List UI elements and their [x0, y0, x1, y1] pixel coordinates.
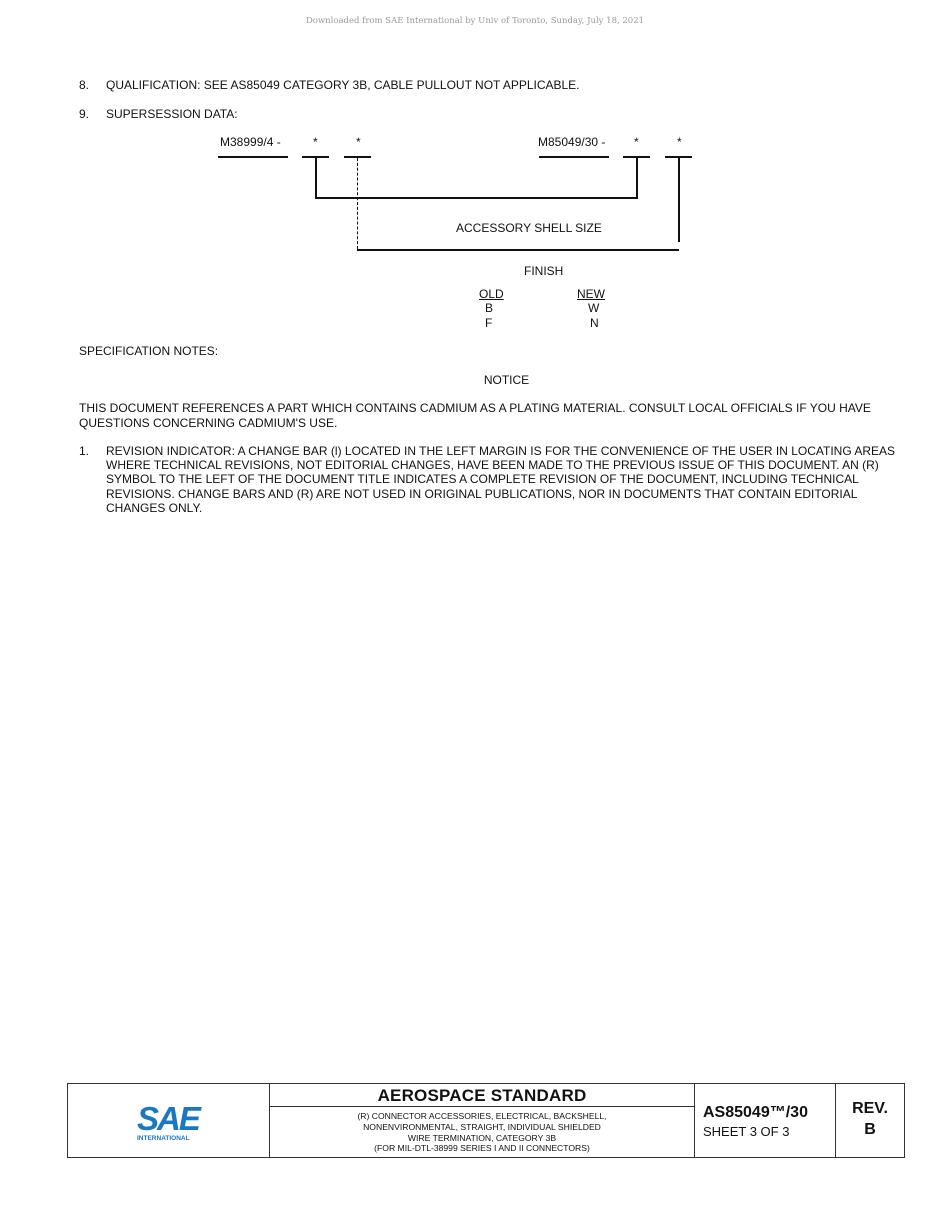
sheet-number: SHEET 3 OF 3 — [703, 1124, 790, 1139]
notice-heading: NOTICE — [483, 373, 530, 387]
old-part-prefix: M38999/4 - — [220, 135, 281, 149]
item-9-number: 9. — [79, 107, 90, 121]
title-block-logo-cell — [68, 1084, 270, 1157]
shell-size-bracket-line — [315, 197, 637, 199]
finish-old-value: B — [485, 301, 494, 315]
notice-text: THIS DOCUMENT REFERENCES A PART WHICH CONTAINS CADMIUM AS A PLATING MATERIAL. CONSULT LOCAL OFFICIALS IF YOU HAVE QUESTIONS CONCERNING CADMIUM'S USE. — [79, 401, 871, 430]
item-9-text: SUPERSESSION DATA: — [106, 107, 238, 121]
document-title — [270, 1111, 694, 1154]
title-block-document-cell — [695, 1084, 836, 1157]
title-block-revision-cell — [836, 1084, 904, 1157]
sae-international-logo — [136, 1098, 202, 1142]
item-8-number: 8. — [79, 78, 90, 92]
accessory-shell-size-label: ACCESSORY SHELL SIZE — [456, 221, 602, 235]
shell-size-right-leg — [636, 158, 638, 199]
title-block-title-cell — [270, 1084, 695, 1157]
specification-notes-heading: SPECIFICATION NOTES: — [79, 344, 219, 358]
old-prefix-underline — [218, 156, 288, 158]
note-1-text: REVISION INDICATOR: A CHANGE BAR (l) LOCATED IN THE LEFT MARGIN IS FOR THE CONVENIENCE OF THE USER IN LOCATING AREAS WHERE TECHNICAL REVISIONS, NOT EDITORIAL CHANGES, HAVE BEEN MADE TO THE PREVIOUS ISSUE OF THIS DOCUMENT. AN (R) SYMBOL TO THE LEFT OF THE DOCUMENT TITLE INDICATES A COMPLETE REVISION OF THE DOCUMENT, INCLUDING TECHNICAL REVISIONS. CHANGE BARS AND (R) ARE NOT USED IN ORIGINAL PUBLICATIONS, NOR IN DOCUMENTS THAT CONTAIN EDITORIAL CHANGES ONLY. — [106, 444, 896, 515]
item-8-text: QUALIFICATION: SEE AS85049 CATEGORY 3B, CABLE PULLOUT NOT APPLICABLE. — [106, 78, 580, 92]
shell-size-left-leg — [315, 158, 317, 199]
new-prefix-underline — [539, 156, 609, 158]
finish-old-value: F — [485, 316, 493, 330]
finish-new-value: N — [590, 316, 599, 330]
finish-bracket-line — [357, 249, 679, 251]
finish-new-value: W — [588, 301, 600, 315]
title-line: NONENVIRONMENTAL, STRAIGHT, INDIVIDUAL SHIELDED — [363, 1121, 601, 1132]
finish-header-new: NEW — [577, 287, 605, 301]
finish-label: FINISH — [524, 264, 564, 278]
finish-header-old: OLD — [479, 287, 504, 301]
title-block — [67, 1083, 905, 1158]
revision-value: B — [864, 1121, 876, 1138]
download-watermark: Downloaded from SAE International by Univ of Toronto, Sunday, July 18, 2021 — [305, 16, 645, 26]
note-1-number: 1. — [79, 444, 90, 458]
logo-subtext: INTERNATIONAL — [137, 1135, 190, 1142]
revision-label: REV. — [852, 1100, 888, 1117]
new-part-prefix: M85049/30 - — [538, 135, 606, 149]
title-line: (R) CONNECTOR ACCESSORIES, ELECTRICAL, BACKSHELL, — [357, 1111, 607, 1121]
finish-right-leg — [678, 158, 680, 242]
old-finish-placeholder: * — [356, 135, 361, 149]
title-line: (FOR MIL-DTL-38999 SERIES I AND II CONNECTORS) — [374, 1143, 590, 1154]
document-number: AS85049™/30 — [703, 1104, 808, 1121]
title-line: WIRE TERMINATION, CATEGORY 3B — [407, 1132, 557, 1143]
old-shell-size-placeholder: * — [313, 135, 318, 149]
new-finish-placeholder: * — [677, 135, 682, 149]
new-shell-size-placeholder: * — [634, 135, 639, 149]
logo-text: SAE — [137, 1100, 199, 1137]
aerospace-standard-heading: AEROSPACE STANDARD — [270, 1084, 694, 1107]
finish-left-dashed-leg — [357, 158, 358, 249]
